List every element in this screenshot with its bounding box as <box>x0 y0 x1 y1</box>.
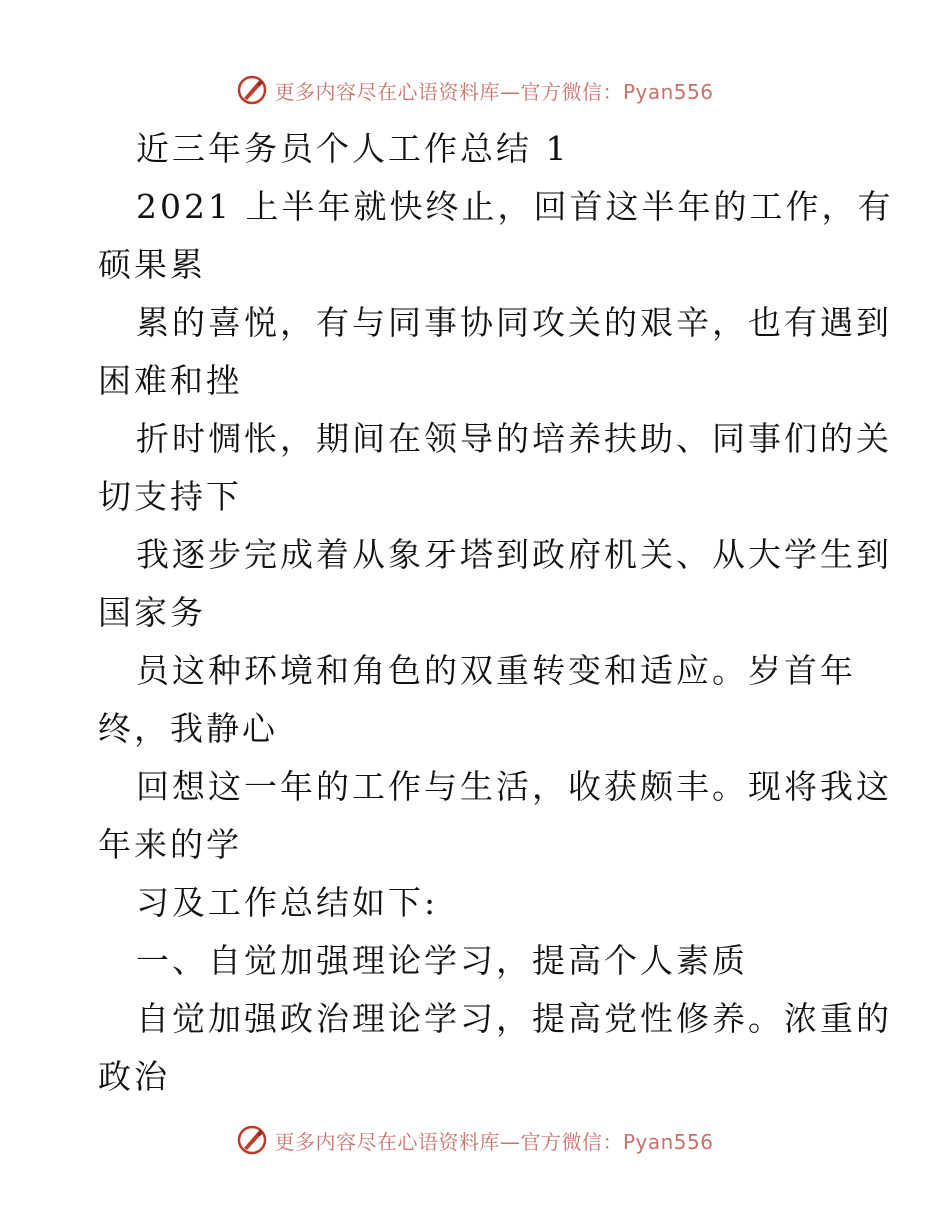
document-line: 员这种环境和角色的双重转变和适应。岁首年 <box>136 651 856 690</box>
pen-logo-icon <box>236 74 268 106</box>
document-line: 习及工作总结如下: <box>136 883 439 922</box>
footer-banner <box>0 1120 950 1160</box>
document-line: 国家务 <box>98 593 206 632</box>
header-banner <box>0 70 950 110</box>
document-line: 困难和挫 <box>98 361 242 400</box>
document-line: 终，我静心 <box>98 709 278 748</box>
document-line: 回想这一年的工作与生活，收获颇丰。现将我这 <box>136 767 892 806</box>
pen-logo-icon <box>236 1124 268 1156</box>
document-line: 我逐步完成着从象牙塔到政府机关、从大学生到 <box>136 535 892 574</box>
document-line: 年来的学 <box>98 825 242 864</box>
document-line: 累的喜悦，有与同事协同攻关的艰辛，也有遇到 <box>136 303 892 342</box>
banner-text: 更多内容尽在心语资料库—官方微信：Pyan556 <box>274 1129 714 1154</box>
banner-text: 更多内容尽在心语资料库—官方微信：Pyan556 <box>274 79 714 104</box>
document-body <box>98 120 894 1106</box>
document-line: 近三年务员个人工作总结 1 <box>136 129 570 168</box>
document-line: 2021 上半年就快终止，回首这半年的工作，有 <box>136 187 894 226</box>
document-line: 折时惆怅，期间在领导的培养扶助、同事们的关 <box>136 419 892 458</box>
document-line: 自觉加强政治理论学习，提高党性修养。浓重的 <box>136 999 892 1038</box>
document-line: 政治 <box>98 1057 170 1096</box>
document-line: 一、自觉加强理论学习，提高个人素质 <box>136 941 748 980</box>
document-line: 切支持下 <box>98 477 242 516</box>
document-line: 硕果累 <box>98 245 206 284</box>
